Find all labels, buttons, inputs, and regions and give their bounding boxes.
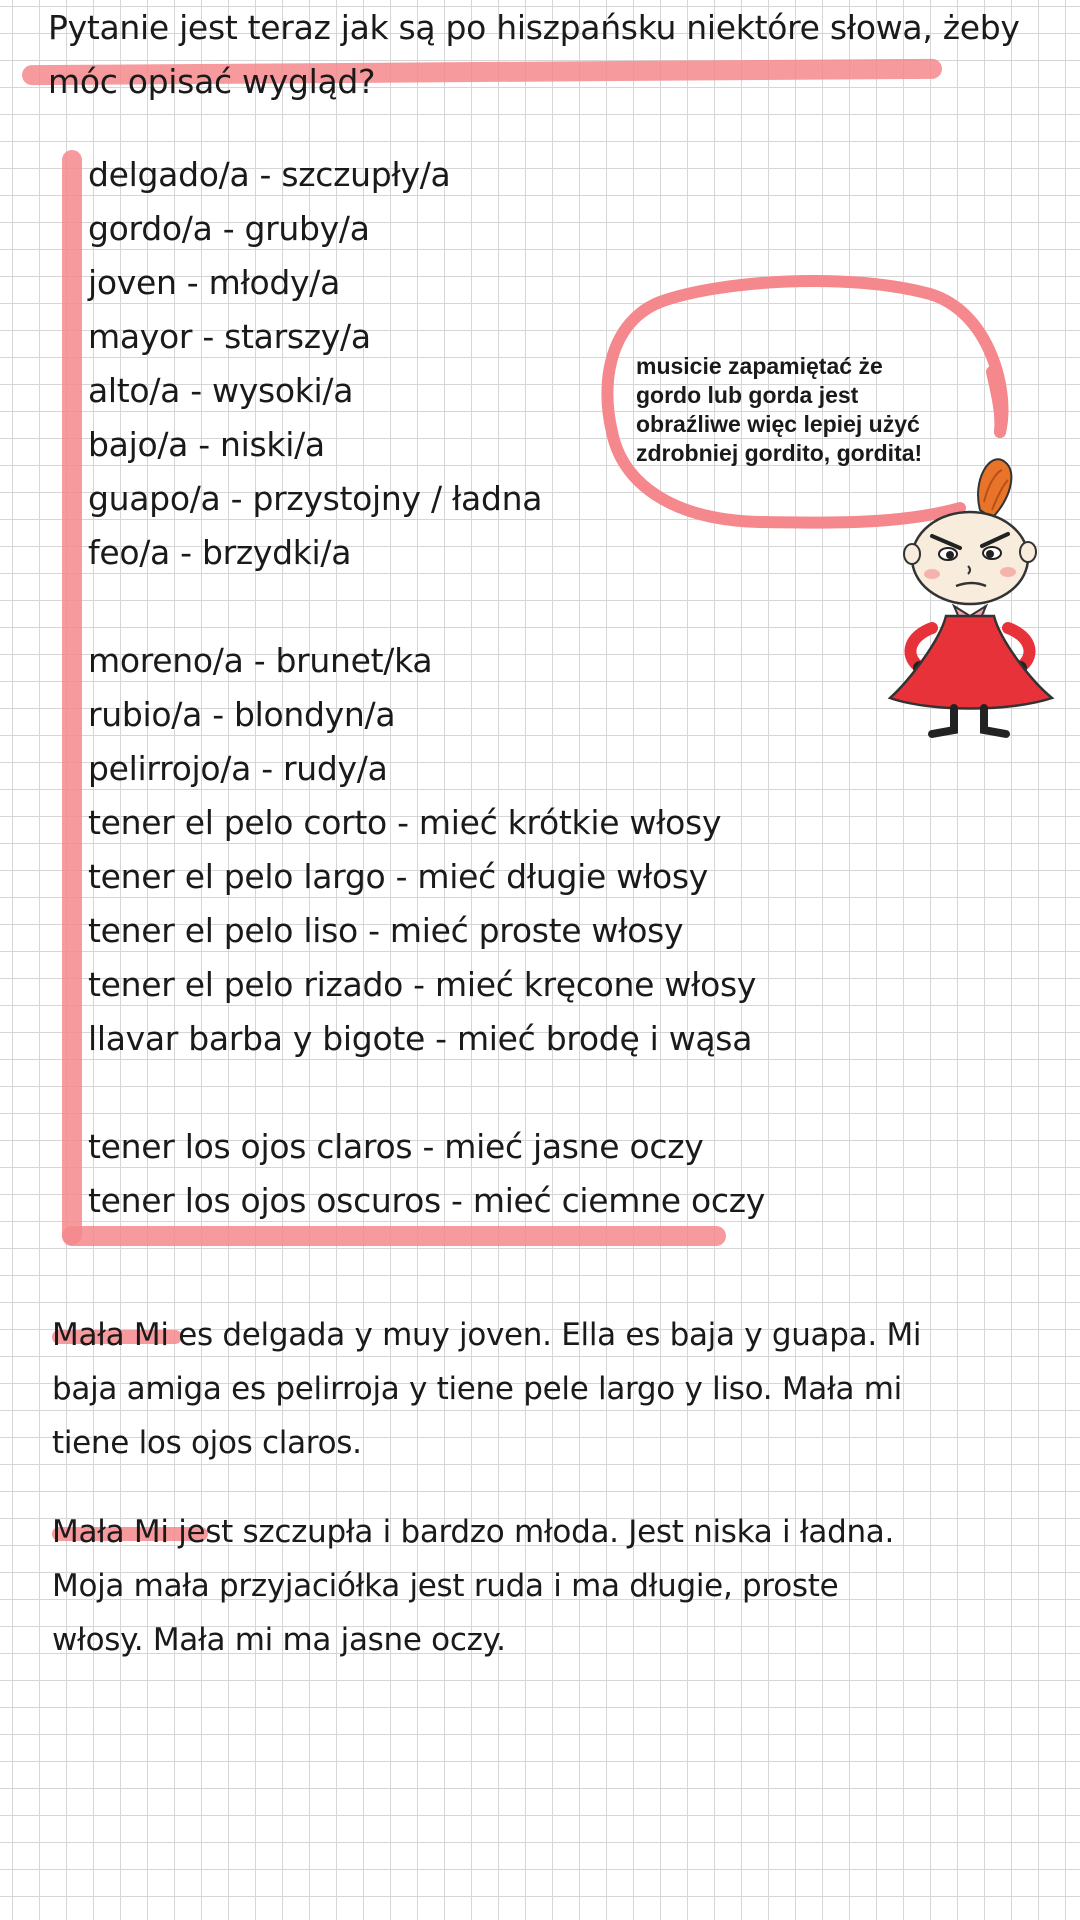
vocab-bracket-vertical (62, 150, 82, 1245)
vocab-item: bajo/a - niski/a (88, 425, 325, 464)
paragraph-line: Mała Mi es delgada y muy joven. Ella es baja y guapa. Mi (52, 1317, 922, 1353)
vocab-item: alto/a - wysoki/a (88, 371, 354, 410)
vocab-item: mayor - starszy/a (88, 317, 371, 356)
bubble-line: zdrobniej gordito, gordita! (636, 440, 923, 466)
vocab-spacer (88, 580, 765, 634)
heading-line-1: Pytanie jest teraz jak są po hiszpańsku niektóre słowa, żeby (48, 8, 1020, 47)
vocab-item: moreno/a - brunet/ka (88, 641, 433, 680)
paragraph-line: tiene los ojos claros. (52, 1425, 362, 1461)
vocab-item: feo/a - brzydki/a (88, 533, 352, 572)
vocab-item: tener el pelo rizado - mieć kręcone włosy (88, 965, 757, 1004)
paragraph-line: baja amiga es pelirroja y tiene pele largo y liso. Mała mi (52, 1371, 902, 1407)
vocab-item: rubio/a - blondyn/a (88, 695, 396, 734)
spanish-paragraph (52, 1308, 921, 1470)
heading-line-2: móc opisać wygląd? (48, 62, 376, 101)
vocab-item: llavar barba y bigote - mieć brodę i wąsa (88, 1019, 753, 1058)
vocab-spacer (88, 1066, 765, 1120)
little-my-illustration (880, 440, 1060, 750)
vocab-item: tener el pelo corto - mieć krótkie włosy (88, 803, 722, 842)
vocab-item: gordo/a - gruby/a (88, 209, 370, 248)
vocab-item: tener el pelo liso - mieć proste włosy (88, 911, 684, 950)
vocab-item: guapo/a - przystojny / ładna (88, 479, 543, 518)
polish-paragraph (52, 1505, 894, 1667)
bubble-line: musicie zapamiętać że (636, 353, 883, 379)
vocab-item: joven - młody/a (88, 263, 341, 302)
vocab-item: tener los ojos claros - mieć jasne oczy (88, 1127, 704, 1166)
vocab-bracket-horizontal (62, 1226, 726, 1246)
vocab-item: pelirrojo/a - rudy/a (88, 749, 388, 788)
vocab-item: tener los ojos oscuros - mieć ciemne oczy (88, 1181, 765, 1220)
vocab-item: tener el pelo largo - mieć długie włosy (88, 857, 708, 896)
paragraph-line: Mała Mi jest szczupła i bardzo młoda. Jest niska i ładna. (52, 1514, 895, 1550)
paragraph-line: włosy. Mała mi ma jasne oczy. (52, 1622, 506, 1658)
bubble-line: obraźliwe więc lepiej użyć (636, 411, 920, 437)
paragraph-line: Moja mała przyjaciółka jest ruda i ma długie, proste (52, 1568, 839, 1604)
bubble-line: gordo lub gorda jest (636, 382, 859, 408)
vocab-item: delgado/a - szczupły/a (88, 155, 451, 194)
